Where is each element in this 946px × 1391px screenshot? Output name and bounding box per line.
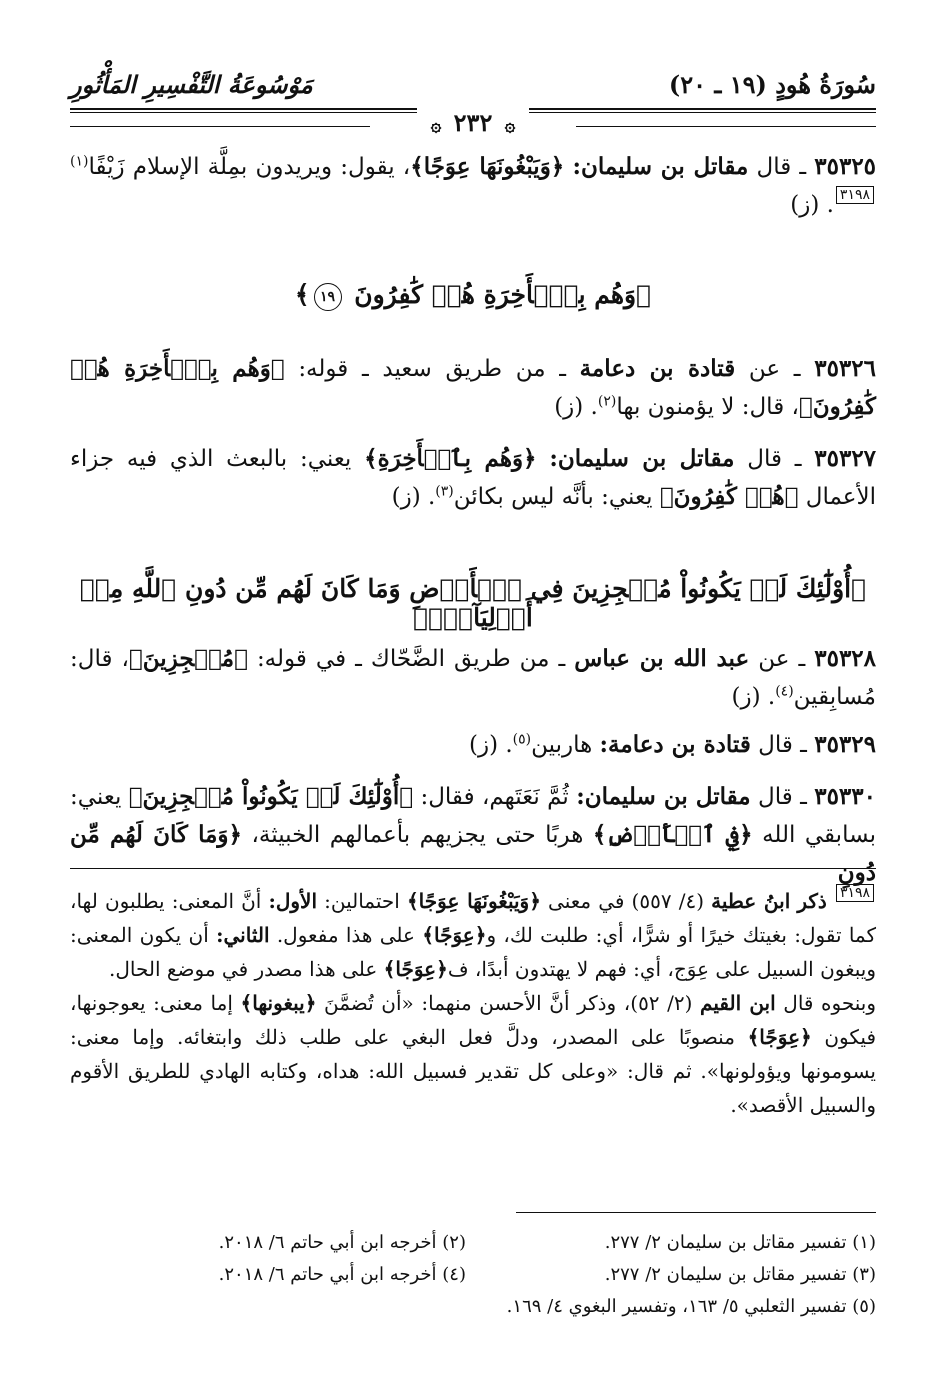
entry-35326 — [70, 350, 876, 426]
entry-number: ٣٥٣٢٨ — [814, 645, 877, 672]
speaker-name: قتادة بن دعامة — [579, 355, 736, 382]
footnote-4: (٤) أخرجه ابن أبي حاتم ٦/ ٢٠١٨. — [218, 1264, 466, 1285]
footnote-1: (١) تفسير مقاتل بن سليمان ٢/ ٢٧٧. — [604, 1232, 876, 1253]
quran-quote: ﴿فِي ٱلۡأَرۡضِ﴾ — [592, 821, 753, 848]
ayah-text: ﴿أُوْلَٰٓئِكَ لَمۡ يَكُونُواْ مُعۡجِزِينَ فِي ٱلۡأَرۡضِ وَمَا كَانَ لَهُم مِّن دُونِ ٱللَّهِ مِنۡ أَوۡلِيَآءَۘ﴾ — [79, 574, 867, 632]
note-text: احتمالين: — [324, 889, 400, 913]
footnote-marker: (٤) — [775, 683, 794, 700]
quran-quote: ﴿هُمۡ كَٰفِرُونَ﴾ — [659, 483, 799, 510]
entry-intro: ـ قال — [758, 732, 807, 758]
entry-intro: ـ عن — [758, 646, 806, 672]
page-number-bar — [0, 108, 946, 137]
note-text: أنَّ المعنى: يطلبون لها، كما تقول: بغيتك خيرًا أو شرًّا، أي: طلبت لك، و — [70, 889, 877, 947]
entry-text: يعني: بسابقي الله — [70, 784, 877, 848]
ayah-20 — [70, 574, 876, 632]
note-reference: ٣١٩٨ — [836, 884, 874, 902]
entry-35325 — [70, 148, 876, 224]
note-label: الثاني: — [216, 923, 270, 947]
entry-number: ٣٥٣٢٦ — [814, 355, 876, 382]
ayah-19 — [70, 280, 876, 311]
footnote-3: (٣) تفسير مقاتل بن سليمان ٢/ ٢٧٧. — [604, 1264, 876, 1285]
scholar-name: ابن القيم — [700, 991, 776, 1015]
book-title: مَوْسُوعَةُ التَّفْسِيرِ المَأْثُورِ — [70, 70, 313, 99]
entry-number: ٣٥٣٢٩ — [814, 731, 876, 758]
entry-end: . (ز) — [731, 684, 776, 710]
speaker-name: مقاتل بن سليمان: — [549, 445, 735, 472]
note-text: أن يكون المعنى: ويبغون السبيل على عِوَج، أي: فهم لا يهتدون أبدًا، ف — [70, 923, 876, 981]
entry-intro: ـ قال — [757, 784, 807, 810]
entry-text: ، قال: مُسابِقين — [70, 646, 876, 710]
note-label: الأول: — [268, 889, 318, 913]
footnote-2: (٢) أخرجه ابن أبي حاتم ٦/ ٢٠١٨. — [218, 1232, 466, 1253]
note-text: على هذا مصدر في موضع الحال. — [109, 957, 378, 981]
footnote-marker: (٣) — [435, 483, 454, 500]
entry-text: يعني: بالبعث الذي فيه جزاء الأعمال — [70, 446, 876, 510]
entry-35328 — [70, 640, 876, 716]
quran-quote: ﴿عِوَجًا﴾ — [747, 1025, 812, 1049]
note-text: (٤/ ٥٥٧) في معنى — [548, 889, 704, 913]
entry-35329 — [70, 726, 876, 764]
note-reference: ٣١٩٨ — [836, 186, 874, 204]
notes-separator — [70, 868, 876, 869]
footnotes-separator — [516, 1212, 876, 1213]
entry-text: ثُمَّ نَعَتَهم، فقال: — [420, 784, 569, 810]
quran-quote: ﴿عِوَجًا﴾ — [422, 923, 487, 947]
quran-quote: ﴿وَهُم بِٱلۡأَخِرَةِ﴾ — [364, 445, 537, 472]
note-text: إما معنى: يعوجونها، فيكون — [70, 991, 877, 1049]
entry-number: ٣٥٣٢٥ — [814, 153, 877, 180]
entry-number: ٣٥٣٢٧ — [814, 445, 877, 472]
note-text: (٢/ ٥٢)، وذكر أنَّ الأحسن منهما: «أن تُضمَّنَ — [324, 991, 693, 1015]
quran-quote: ﴿وَهُم بِٱلۡأَخِرَةِ هُمۡ كَٰفِرُونَ﴾ — [70, 355, 876, 420]
entry-35330 — [70, 778, 876, 892]
quran-quote: ﴿وَيَبْغُونَهَا عِوَجًا﴾ — [410, 153, 565, 180]
ornament-icon: ۞ — [504, 115, 516, 136]
speaker-name: مقاتل بن سليمان: — [572, 153, 749, 180]
note-text: وبنحوه قال — [783, 991, 877, 1015]
entry-intro: ـ عن — [748, 356, 801, 382]
quran-quote: ﴿أُوْلَٰٓئِكَ لَمۡ يَكُونُواْ مُعۡجِزِينَ﴾ — [128, 783, 414, 810]
entry-intro: ـ قال — [756, 154, 807, 180]
entry-text: هربًا حتى يجزيهم بأعمالهم الخبيثة، — [251, 822, 584, 848]
speaker-name: عبد الله بن عباس — [574, 645, 750, 672]
ornament-icon: ۞ — [430, 115, 442, 136]
quran-quote: ﴿يبغونها﴾ — [240, 991, 317, 1015]
entry-text: يعني: بأنَّه ليس بكائن — [453, 484, 653, 510]
entry-number: ٣٥٣٣٠ — [814, 783, 876, 810]
quran-quote: ﴿وَيَبْغُونَهَا عِوَجًا﴾ — [406, 889, 541, 913]
page-number: ٢٣٢ — [453, 108, 493, 137]
footnote-marker: (٢) — [597, 393, 617, 410]
scholar-name: ابنُ عطية — [711, 889, 791, 913]
entry-end: . (ز) — [468, 732, 513, 758]
entry-text: ، يقول: ويريدون بمِلَّة الإسلام زَيْفًا — [88, 154, 411, 180]
surah-title: سُورَةُ هُودٍ (١٩ ـ ٢٠) — [668, 70, 876, 99]
footnote-5: (٥) تفسير الثعلبي ٥/ ١٦٣، وتفسير البغوي ٤/ ١٦٩. — [506, 1296, 876, 1317]
note-text: منصوبًا على المصدر، ودلَّ فعل البغي على طلب ذلك وابتغائه. وإما معنى: يسومونها ويؤولونها». ثم قال: «وعلى كل تقدير فسبيل الله: هداه، وكتابه الهادي للطريق الأقوم والسبيل الأقصد». — [70, 1025, 876, 1117]
ayah-close: ﴾ — [294, 280, 310, 309]
note-3198 — [70, 884, 876, 1122]
quran-quote: ﴿عِوَجًا﴾ — [383, 957, 448, 981]
entry-35327 — [70, 440, 876, 516]
entry-end: . (ز) — [790, 192, 834, 218]
entry-intro: ـ قال — [747, 446, 802, 472]
footnote-marker: (٥) — [512, 731, 532, 748]
ayah-text: ﴿وَهُم بِٱلۡأَخِرَةِ هُمۡ كَٰفِرُونَ — [354, 280, 652, 309]
speaker-name: قتادة بن دعامة: — [599, 731, 751, 758]
entry-end: . (ز) — [554, 394, 598, 420]
footnote-marker: (١) — [70, 153, 89, 170]
entry-end: . (ز) — [391, 484, 436, 510]
note-text: على هذا مفعول. — [276, 923, 415, 947]
note-text: ذكر — [797, 889, 827, 913]
quran-quote: ﴿وَمَا كَانَ لَهُم مِّن دُونِ — [70, 821, 876, 886]
speaker-name: مقاتل بن سليمان: — [576, 783, 751, 810]
ayah-number: ١٩ — [314, 283, 342, 311]
entry-text: ، قال: لا يؤمنون بها — [616, 394, 799, 420]
quran-quote: ﴿مُعۡجِزِينَ﴾ — [128, 645, 248, 672]
entry-text: هاربين — [531, 732, 593, 758]
entry-text: ـ من طريق الضَّحّاك ـ في قوله: — [256, 646, 566, 672]
entry-text: ـ من طريق سعيد ـ قوله: — [298, 356, 566, 382]
